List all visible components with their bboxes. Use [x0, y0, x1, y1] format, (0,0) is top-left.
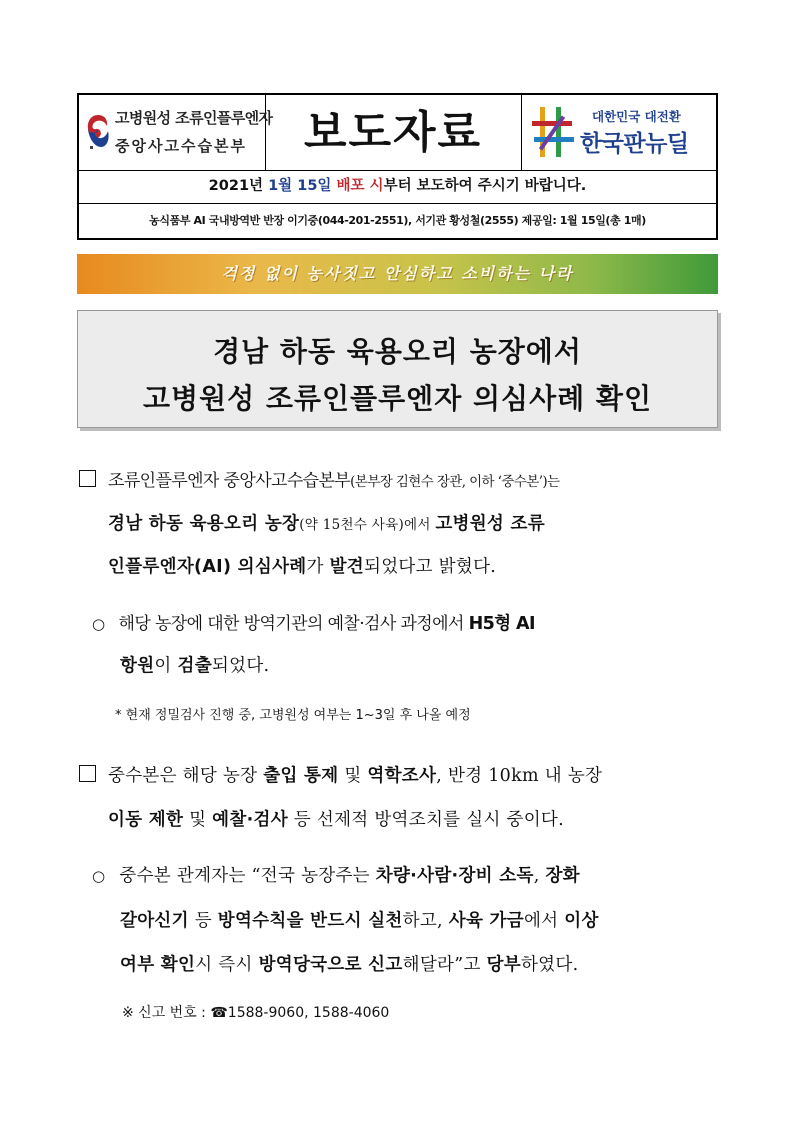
s1-paren: (본부장 김현수 장관, 이하 ‘중수본’)는 — [350, 474, 560, 490]
s2-bullet-line1 — [92, 862, 580, 887]
slogan-banner — [77, 254, 718, 294]
s1-bullet2-d: 되었다. — [211, 656, 270, 676]
brand-name: 한국판뉴딜 — [580, 131, 689, 157]
s2-text-c: 및 — [338, 766, 368, 786]
release-notice — [79, 170, 716, 204]
s1-bullet-text: 해당 농장에 대한 방역기관의 예찰·검사 과정에서 — [118, 614, 469, 634]
s2-bullet-line3 — [120, 951, 578, 976]
release-suffix: 부터 보도하여 주시기 바랍니다. — [383, 178, 587, 194]
bullet-circle-icon: ○ — [92, 615, 105, 633]
s2-line1 — [79, 762, 602, 787]
s2-b2-f: 에서 — [523, 911, 565, 931]
s2-b1-bold: 차량·사람·장비 소독 — [375, 866, 534, 886]
org-cell — [79, 95, 273, 170]
headline-line2: 고병원성 조류인플루엔자 의심사례 확인 — [142, 382, 653, 415]
s1-bullet2-b: 이 — [154, 656, 178, 676]
banner-slogan: 걱정 없이 농사짓고 안심하고 소비하는 나라 — [221, 264, 574, 283]
s2-b2-bold-c: 방역수칙을 반드시 실천 — [217, 911, 403, 931]
government-emblem-icon — [85, 113, 111, 149]
brand-slogan: 대한민국 대전환 — [592, 109, 681, 124]
s1-bold-antigen: 항원 — [120, 656, 155, 676]
s2-b2-b: 등 — [188, 911, 218, 931]
s1-bullet-h5: H5형 AI — [468, 614, 535, 634]
s2-bullet-line2 — [120, 907, 599, 932]
s1-bold-hpai: 고병원성 조류 — [435, 514, 545, 534]
s2-b2-bold-a: 갈아신기 — [120, 911, 189, 931]
s1-paren2: (약 15천수 사육)에서 — [299, 517, 436, 533]
release-date: 1월 15일 — [268, 178, 332, 194]
s2-b3-bold-e: 당부 — [486, 955, 521, 975]
s2-b2-bold-g: 이상 — [564, 911, 599, 931]
headline-box — [77, 310, 718, 428]
s1-line1 — [79, 466, 560, 491]
doc-type-title: 보도자료 — [265, 95, 522, 170]
s2-bold-inspect: 예찰·검사 — [212, 810, 288, 830]
s2-b1-a: 중수본 관계자는 “전국 농장주는 — [119, 866, 376, 886]
s2-bold-movement: 이동 제한 — [108, 810, 184, 830]
s1-bold-found: 발견 — [329, 557, 364, 577]
s2-bold-access: 출입 통제 — [263, 766, 339, 786]
s1-text: 조류인플루엔자 중앙사고수습본부 — [108, 471, 351, 491]
brand-cell — [522, 95, 716, 170]
checkbox-square-icon — [79, 765, 96, 782]
s1-line3 — [108, 553, 496, 578]
contact-info: 농식품부 AI 국내방역반 반장 이기중(044-201-2551), 서기관 황성철(2555) 제공일: 1월 15일(총 1매) — [149, 214, 646, 227]
header-top-row — [79, 95, 716, 171]
s1-text-b: 가 — [306, 557, 330, 577]
s2-text2-b: 및 — [183, 810, 213, 830]
s2-text-a: 중수본은 해당 농장 — [108, 766, 264, 786]
s2-b1-c: , — [533, 866, 546, 886]
report-numbers: ☎1588-9060, 1588-4060 — [210, 1005, 390, 1021]
s1-bold-suspect: 인플루엔자(AI) 의심사례 — [108, 557, 307, 577]
org-name-line2: 중앙사고수습본부 — [115, 137, 247, 155]
release-prefix: 2021년 — [208, 178, 269, 194]
s2-b3-b: 시 즉시 — [195, 955, 259, 975]
s2-b3-bold-c: 방역당국으로 신고 — [258, 955, 403, 975]
s1-text-d: 되었다고 밝혔다. — [364, 557, 497, 577]
s2-line2 — [108, 806, 564, 831]
s1-bold-detect: 검출 — [177, 656, 212, 676]
s2-b1-boots: 장화 — [545, 866, 580, 886]
s1-bullet-line2 — [120, 652, 269, 677]
report-line — [122, 1002, 389, 1022]
header-table — [77, 93, 718, 240]
bullet-circle-icon: ○ — [92, 867, 106, 885]
s2-text-e: , 반경 10km 내 농장 — [436, 766, 603, 786]
korean-new-deal-logo-icon — [532, 105, 576, 159]
s2-b3-f: 하였다. — [520, 955, 579, 975]
report-label: ※ 신고 번호 : — [122, 1005, 211, 1021]
s2-bold-epi: 역학조사 — [367, 766, 437, 786]
s2-b2-bold-e: 사육 가금 — [448, 911, 524, 931]
s2-b2-d: 하고, — [402, 911, 449, 931]
release-event: 배포 시 — [336, 178, 384, 194]
s1-footnote: * 현재 정밀검사 진행 중, 고병원성 여부는 1~3일 후 나올 예정 — [115, 708, 471, 723]
s2-b3-bold-a: 여부 확인 — [120, 955, 196, 975]
s1-bullet-line1 — [92, 609, 535, 635]
headline-line1: 경남 하동 육용오리 농장에서 — [213, 335, 582, 368]
s1-line2 — [108, 510, 545, 535]
s1-bold-farm: 경남 하동 육용오리 농장 — [108, 514, 300, 534]
s2-b3-d: 해달라”고 — [402, 955, 487, 975]
s2-text2-d: 등 선제적 방역조치를 실시 중이다. — [287, 810, 564, 830]
org-name-line1: 고병원성 조류인플루엔자 — [115, 109, 273, 127]
checkbox-square-icon — [79, 470, 96, 487]
